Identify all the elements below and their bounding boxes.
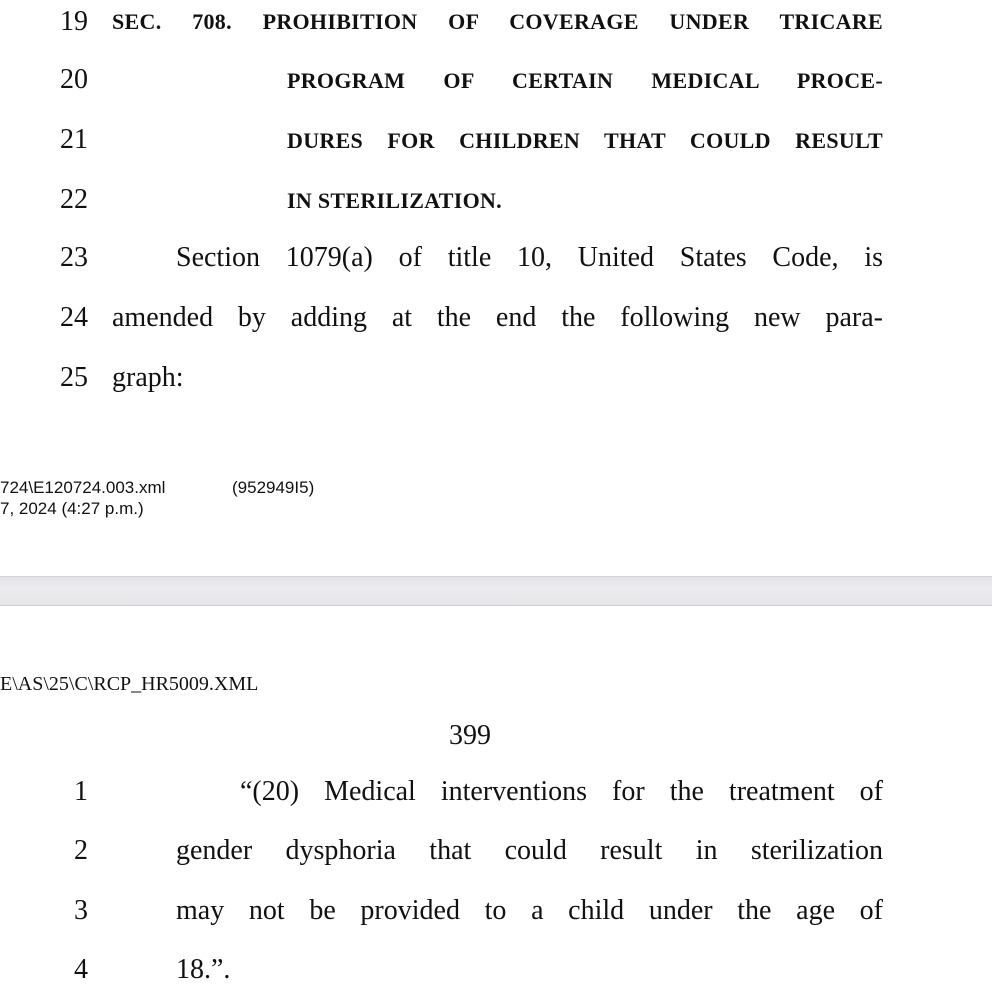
line-number-23: 23 <box>60 242 88 273</box>
footer-document-id: (952949I5) <box>232 478 315 497</box>
section-heading-line-1: SEC. 708. PROHIBITION OF COVERAGE UNDER TRICARE <box>112 9 883 34</box>
header-file-path: E\AS\25\C\RCP_HR5009.XML <box>0 673 259 695</box>
page-separator <box>0 576 992 606</box>
line-number-22: 22 <box>60 184 88 215</box>
section-heading-line-4: IN STERILIZATION. <box>287 188 502 213</box>
page-number: 399 <box>449 720 491 751</box>
line-number-25: 25 <box>60 362 88 393</box>
footer-date: 7, 2024 (4:27 p.m.) <box>0 499 144 518</box>
body-text-line-3: may not be provided to a child under the age of <box>176 895 883 926</box>
body-text-line-25: graph: <box>112 362 184 393</box>
line-number-24: 24 <box>60 302 88 333</box>
section-heading-line-2: PROGRAM OF CERTAIN MEDICAL PROCE- <box>287 68 883 93</box>
line-number-4: 4 <box>74 954 88 985</box>
line-number-20: 20 <box>60 64 88 95</box>
line-number-2: 2 <box>74 835 88 866</box>
body-text-line-4: 18.”. <box>176 954 231 985</box>
body-text-line-2: gender dysphoria that could result in sterilization <box>176 835 883 866</box>
line-number-3: 3 <box>74 895 88 926</box>
section-heading-line-3: DURES FOR CHILDREN THAT COULD RESULT <box>287 128 883 153</box>
body-text-line-1: “(20) Medical interventions for the treatment of <box>240 776 883 807</box>
footer-file-path: 724\E120724.003.xml <box>0 478 166 497</box>
body-text-line-23: Section 1079(a) of title 10, United States Code, is <box>176 242 883 273</box>
document-page-bottom <box>0 606 992 1000</box>
line-number-1: 1 <box>74 776 88 807</box>
line-number-19: 19 <box>60 6 88 37</box>
line-number-21: 21 <box>60 124 88 155</box>
body-text-line-24: amended by adding at the end the following new para- <box>112 302 883 333</box>
